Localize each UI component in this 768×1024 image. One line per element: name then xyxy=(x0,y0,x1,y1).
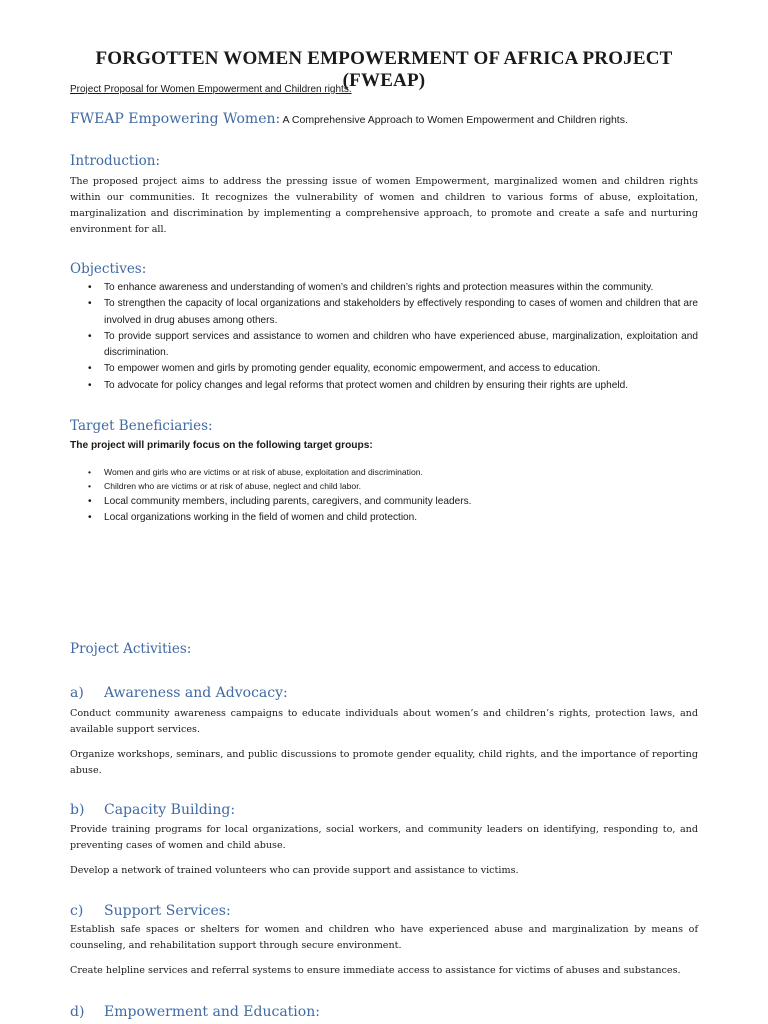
beneficiaries-intro: The project will primarily focus on the following target groups: xyxy=(70,440,373,451)
objective-text: To provide support services and assistance to women and children who have experienced abuse, marginalization, exploitation and discrimination. xyxy=(104,330,698,359)
beneficiaries-list-small xyxy=(70,465,698,493)
objective-text: To empower women and girls by promoting gender equality, economic empowerment, and access to education. xyxy=(104,363,601,375)
objectives-heading: Objectives: xyxy=(70,261,147,277)
objective-text: To strengthen the capacity of local organizations and stakeholders by effectively responding to cases of women and children that are involved in drug abuses among others. xyxy=(104,298,698,326)
activity-d-heading xyxy=(70,1004,320,1020)
bullet-icon: • xyxy=(88,363,92,375)
document-subtitle: Project Proposal for Women Empowerment and Children rights. xyxy=(70,84,352,95)
activity-b-letter: b) xyxy=(70,802,85,818)
list-item xyxy=(70,479,698,493)
introduction-text: The proposed project aims to address the pressing issue of women Empowerment, marginalized women and children rights within our communities. It recognizes the vulnerability of women and children to various forms of abuse, exploitation, marginalization and discrimination by implementing a comprehensive approach, to promote and create a safe and nurturing environment for all. xyxy=(70,176,698,235)
objective-text: To enhance awareness and understanding of women’s and children’s rights and protection measures within the community. xyxy=(104,282,654,293)
list-item xyxy=(70,329,698,362)
activity-b-paragraph-1: Provide training programs for local organizations, social workers, and community leaders on identifying, responding to, and preventing cases of women and child abuse. xyxy=(70,824,698,851)
activity-d-title: Empowerment and Education: xyxy=(104,1004,320,1020)
activity-a-paragraph-2: Organize workshops, seminars, and public discussions to promote gender equality, child rights, and the importance of reporting abuse. xyxy=(70,749,698,776)
list-item xyxy=(70,494,698,510)
activity-a-heading xyxy=(70,685,288,701)
beneficiaries-list xyxy=(70,494,698,527)
activity-b-title: Capacity Building: xyxy=(104,802,236,818)
bullet-icon: • xyxy=(88,496,92,507)
activity-b-paragraph-2: Develop a network of trained volunteers who can provide support and assistance to victims. xyxy=(70,865,519,876)
list-item xyxy=(70,361,698,377)
activity-b-heading xyxy=(70,802,235,818)
activity-c-letter: c) xyxy=(70,903,84,919)
beneficiary-text: Local community members, including parents, caregivers, and community leaders. xyxy=(104,496,472,507)
beneficiaries-heading: Target Beneficiaries: xyxy=(70,418,213,434)
activity-c-heading xyxy=(70,903,231,919)
bullet-icon: • xyxy=(88,379,92,391)
activity-c-paragraph-1: Establish safe spaces or shelters for women and children who have experienced abuse and marginalization by means of counseling, and rehabilitation support through secure environment. xyxy=(70,924,698,951)
tagline-heading: FWEAP Empowering Women: xyxy=(70,111,281,127)
activity-d-letter: d) xyxy=(70,1004,85,1020)
activity-a-paragraph-1: Conduct community awareness campaigns to educate individuals about women’s and children’s rights, protection laws, and available support services. xyxy=(70,708,698,735)
activity-c-title: Support Services: xyxy=(104,903,231,919)
objective-text: To advocate for policy changes and legal reforms that protect women and children by ensuring their rights are upheld. xyxy=(104,379,629,391)
activity-a-letter: a) xyxy=(70,685,84,701)
activities-heading: Project Activities: xyxy=(70,641,192,657)
activity-a-title: Awareness and Advocacy: xyxy=(104,685,288,701)
bullet-icon: • xyxy=(88,512,92,524)
list-item xyxy=(70,510,698,526)
list-item xyxy=(70,280,698,296)
objectives-list xyxy=(70,280,698,394)
beneficiary-text: Children who are victims or at risk of abuse, neglect and child labor. xyxy=(104,481,361,491)
list-item xyxy=(70,296,698,329)
activity-c-paragraph-2: Create helpline services and referral systems to ensure immediate access to assistance for victims of abuses and substances. xyxy=(70,965,681,976)
introduction-heading: Introduction: xyxy=(70,153,161,169)
list-item xyxy=(70,465,698,479)
document-title: FORGOTTEN WOMEN EMPOWERMENT OF AFRICA PROJECT (FWEAP) xyxy=(95,48,673,91)
list-item xyxy=(70,378,698,394)
tagline-text: A Comprehensive Approach to Women Empowerment and Children rights. xyxy=(280,114,628,126)
beneficiary-text: Women and girls who are victims or at risk of abuse, exploitation and discrimination. xyxy=(104,467,423,477)
bullet-icon: • xyxy=(88,467,92,477)
bullet-icon: • xyxy=(88,330,92,342)
tagline xyxy=(70,110,628,128)
bullet-icon: • xyxy=(88,481,92,491)
bullet-icon: • xyxy=(88,282,92,293)
beneficiary-text: Local organizations working in the field of women and child protection. xyxy=(104,512,418,524)
bullet-icon: • xyxy=(88,298,92,310)
